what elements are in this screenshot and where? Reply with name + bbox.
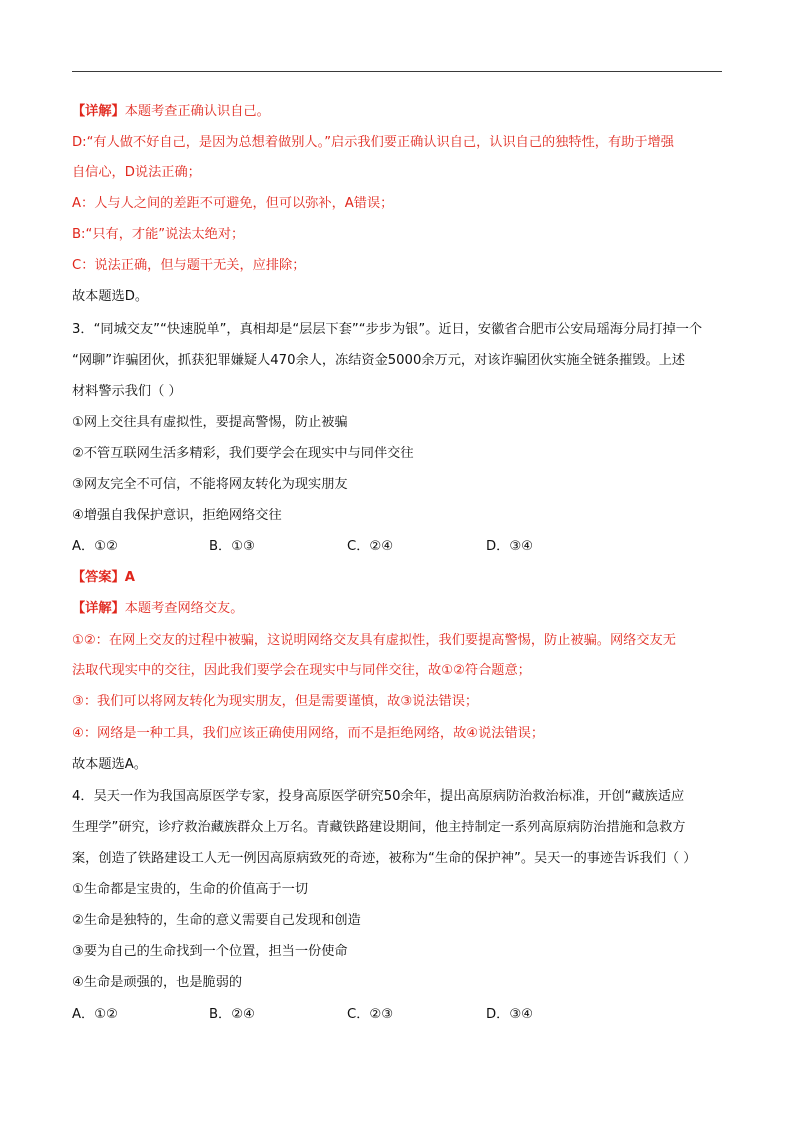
q3-statement: ②不管互联网生活多精彩，我们要学会在现实中与同伴交往 [72,446,414,461]
q2-explain-tag: 【详解】 [72,104,125,119]
q3-stem-line: 3．“同城交友”“快速脱单”，真相却是“层层下套”“步步为银”。近日，安徽省合肥市公安局瑶海分局打掉一个 [72,322,703,337]
q2-explain-line: D:“有人做不好自己，是因为总想着做别人。”启示我们要正确认识自己，认识自己的独特性，有助于增强 [72,135,674,150]
q2-explain-intro: 本题考查正确认识自己。 [124,104,270,119]
q3-explain-intro: 本题考查网络交友。 [124,601,244,616]
q4-statement: ④生命是顽强的，也是脆弱的 [72,975,243,990]
q3-statement: ④增强自我保护意识，拒绝网络交往 [72,508,282,523]
q3-answer [72,569,732,587]
q2-explain-line: 自信心，D说法正确； [72,165,201,180]
q4-statement: ③要为自己的生命找到一个位置，担当一份使命 [72,944,348,959]
q4-stem-line: 4．吴天一作为我国高原医学专家，投身高原医学研究50余年，提出高原病防治救治标准，开创“藏族适应 [72,789,685,804]
q2-explain-line: C：说法正确，但与题干无关，应排除； [72,258,306,273]
q4-statement: ①生命都是宝贵的，生命的价值高于一切 [72,882,309,897]
q3-stem-line: “网聊”诈骗团伙，抓获犯罪嫌疑人470余人，冻结资金5000余万元，对该诈骗团伙实施全链条摧毁。上述 [72,353,686,368]
q3-answer-tag: 【答案】 [72,570,125,585]
q3-explain-line: ④：网络是一种工具，我们应该正确使用网络，而不是拒绝网络，故④说法错误； [72,726,545,741]
q3-explain-line: 法取代现实中的交往，因此我们要学会在现实中与同伴交往，故①②符合题意； [72,663,531,678]
q4-option-d: D．③④ [486,1007,533,1022]
q3-explain-tag: 【详解】 [72,601,125,616]
q3-explain-line: ①②：在网上交友的过程中被骗，这说明网络交友具有虚拟性，我们要提高警惕，防止被骗。网络交友无 [72,633,676,648]
q2-conclusion: 故本题选D。 [72,289,149,304]
q3-stem-line: 材料警示我们（ ） [72,384,182,399]
q4-stem-line: 案，创造了铁路建设工人无一例因高原病致死的奇迹，被称为“生命的保护神”。吴天一的事迹告诉我们（ ） [72,851,697,866]
q3-option-c: C．②④ [347,539,394,554]
q2-explain-line: B:“只有，才能”说法太绝对； [72,227,245,242]
q3-option-a: A．①② [72,539,118,554]
q4-stem-line: 生理学”研究，诊疗救治藏族群众上万名。青藏铁路建设期间，他主持制定一系列高原病防治措施和急救方 [72,820,686,835]
q3-option-b: B．①③ [209,539,255,554]
q3-answer-value: A [124,570,135,585]
q3-option-d: D．③④ [486,539,533,554]
q4-statement: ②生命是独特的，生命的意义需要自己发现和创造 [72,913,361,928]
q2-explain-line: A：人与人之间的差距不可避免，但可以弥补，A错误； [72,196,394,211]
q3-explain-line: ③：我们可以将网友转化为现实朋友，但是需要谨慎，故③说法错误； [72,694,479,709]
q2-explain-heading [72,103,732,121]
q3-explain-heading [72,600,732,618]
q3-conclusion: 故本题选A。 [72,757,147,772]
q4-option-c: C．②③ [347,1007,394,1022]
q4-option-b: B．②④ [209,1007,255,1022]
q4-option-a: A．①② [72,1007,118,1022]
header-rule [72,71,722,72]
q3-statement: ①网上交往具有虚拟性，要提高警惕，防止被骗 [72,415,348,430]
q3-statement: ③网友完全不可信，不能将网友转化为现实朋友 [72,477,348,492]
